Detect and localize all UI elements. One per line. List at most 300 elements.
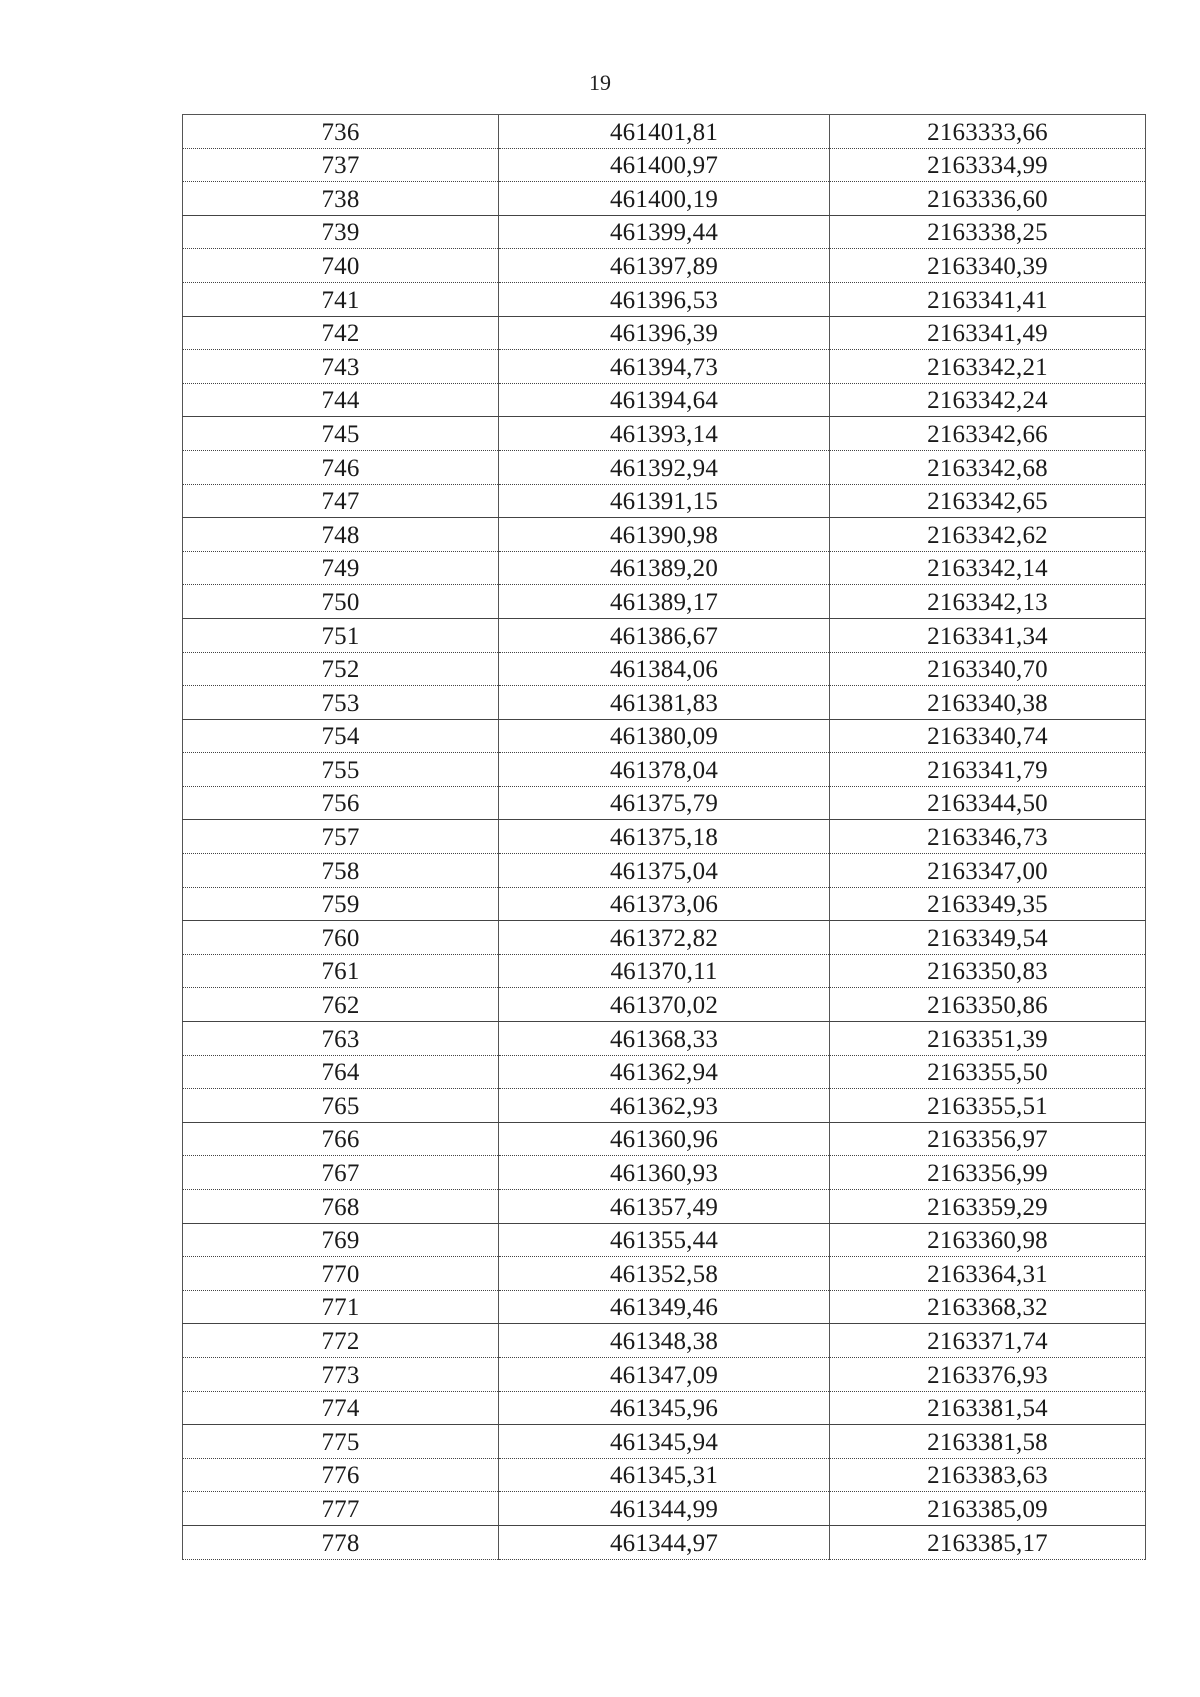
- cell-value: 769: [321, 1227, 360, 1255]
- y-coordinate-cell: [830, 350, 1146, 384]
- y-coordinate-cell: [830, 686, 1146, 720]
- point-number-cell: [183, 1324, 499, 1358]
- cell-value: 461344,97: [609, 1529, 719, 1557]
- x-coordinate-cell: [499, 1391, 830, 1425]
- point-number-cell: [183, 786, 499, 820]
- cell-value: 461348,38: [609, 1327, 719, 1355]
- cell-value: 752: [321, 656, 360, 684]
- cell-value: 743: [321, 353, 360, 381]
- table-row: [183, 1022, 1146, 1056]
- cell-value: 767: [321, 1160, 360, 1187]
- x-coordinate-cell: [499, 518, 830, 552]
- y-coordinate-cell: [830, 249, 1146, 283]
- table-row: [183, 1055, 1146, 1089]
- point-number-cell: [183, 316, 499, 350]
- cell-value: 461355,44: [609, 1227, 719, 1255]
- cell-value: 2163342,68: [927, 454, 1048, 482]
- cell-value: 758: [321, 857, 360, 885]
- table-row: [183, 753, 1146, 787]
- table-row: [183, 551, 1146, 585]
- cell-value: 2163340,74: [927, 723, 1048, 751]
- point-number-cell: [183, 182, 499, 216]
- cell-value: 461375,79: [609, 790, 719, 818]
- cell-value: 461372,82: [609, 924, 719, 952]
- cell-value: 461381,83: [609, 689, 719, 717]
- cell-value: 2163341,49: [927, 320, 1048, 348]
- cell-value: 746: [321, 454, 360, 482]
- cell-value: 461389,20: [609, 555, 719, 583]
- cell-value: 2163349,35: [927, 891, 1048, 919]
- cell-value: 777: [321, 1495, 360, 1523]
- x-coordinate-cell: [499, 1425, 830, 1459]
- table-row: [183, 585, 1146, 619]
- point-number-cell: [183, 854, 499, 888]
- x-coordinate-cell: [499, 1458, 830, 1492]
- x-coordinate-cell: [499, 417, 830, 451]
- y-coordinate-cell: [830, 1290, 1146, 1324]
- y-coordinate-cell: [830, 282, 1146, 316]
- cell-value: 2163342,62: [927, 521, 1048, 549]
- x-coordinate-cell: [499, 1089, 830, 1123]
- point-number-cell: [183, 148, 499, 182]
- cell-value: 2163336,60: [927, 185, 1048, 213]
- x-coordinate-cell: [499, 1190, 830, 1224]
- table-row: [183, 1324, 1146, 1358]
- point-number-cell: [183, 1425, 499, 1459]
- y-coordinate-cell: [830, 1257, 1146, 1291]
- cell-value: 770: [321, 1260, 360, 1288]
- point-number-cell: [183, 115, 499, 149]
- cell-value: 2163341,41: [927, 286, 1048, 314]
- x-coordinate-cell: [499, 1290, 830, 1324]
- cell-value: 461345,31: [609, 1462, 719, 1490]
- point-number-cell: [183, 1458, 499, 1492]
- cell-value: 2163385,17: [927, 1529, 1048, 1557]
- table-row: [183, 1089, 1146, 1123]
- cell-value: 2163349,54: [927, 924, 1048, 952]
- table-row: [183, 954, 1146, 988]
- x-coordinate-cell: [499, 1324, 830, 1358]
- x-coordinate-cell: [499, 148, 830, 182]
- y-coordinate-cell: [830, 1458, 1146, 1492]
- point-number-cell: [183, 249, 499, 283]
- cell-value: 756: [321, 790, 360, 818]
- cell-value: 763: [321, 1025, 360, 1053]
- y-coordinate-cell: [830, 585, 1146, 619]
- cell-value: 2163340,39: [927, 252, 1048, 280]
- cell-value: 461349,46: [609, 1294, 719, 1322]
- y-coordinate-cell: [830, 652, 1146, 686]
- cell-value: 755: [321, 756, 360, 784]
- x-coordinate-cell: [499, 585, 830, 619]
- table-row: [183, 484, 1146, 518]
- cell-value: 461401,81: [609, 118, 719, 146]
- x-coordinate-cell: [499, 1257, 830, 1291]
- x-coordinate-cell: [499, 954, 830, 988]
- y-coordinate-cell: [830, 988, 1146, 1022]
- cell-value: 461397,89: [609, 252, 719, 280]
- cell-value: 2163342,13: [927, 588, 1048, 616]
- point-number-cell: [183, 350, 499, 384]
- cell-value: 765: [321, 1092, 360, 1120]
- cell-value: 461344,99: [609, 1495, 719, 1523]
- point-number-cell: [183, 1055, 499, 1089]
- y-coordinate-cell: [830, 786, 1146, 820]
- cell-value: 461345,96: [609, 1395, 719, 1423]
- cell-value: 2163342,21: [927, 353, 1048, 381]
- cell-value: 771: [321, 1294, 360, 1322]
- cell-value: 2163342,65: [927, 488, 1048, 516]
- cell-value: 461390,98: [609, 521, 719, 549]
- x-coordinate-cell: [499, 282, 830, 316]
- x-coordinate-cell: [499, 1492, 830, 1526]
- cell-value: 461380,09: [609, 723, 719, 751]
- table-row: [183, 182, 1146, 216]
- point-number-cell: [183, 1122, 499, 1156]
- point-number-cell: [183, 1257, 499, 1291]
- point-number-cell: [183, 417, 499, 451]
- y-coordinate-cell: [830, 1156, 1146, 1190]
- y-coordinate-cell: [830, 1425, 1146, 1459]
- cell-value: 760: [321, 924, 360, 952]
- x-coordinate-cell: [499, 1156, 830, 1190]
- y-coordinate-cell: [830, 1190, 1146, 1224]
- cell-value: 461378,04: [609, 756, 719, 784]
- y-coordinate-cell: [830, 1122, 1146, 1156]
- x-coordinate-cell: [499, 753, 830, 787]
- cell-value: 778: [321, 1529, 360, 1557]
- y-coordinate-cell: [830, 921, 1146, 955]
- cell-value: 745: [321, 420, 360, 448]
- x-coordinate-cell: [499, 786, 830, 820]
- y-coordinate-cell: [830, 484, 1146, 518]
- cell-value: 461384,06: [609, 656, 719, 684]
- point-number-cell: [183, 450, 499, 484]
- y-coordinate-cell: [830, 1089, 1146, 1123]
- cell-value: 754: [321, 723, 360, 751]
- table-row: [183, 518, 1146, 552]
- table-row: [183, 820, 1146, 854]
- y-coordinate-cell: [830, 719, 1146, 753]
- cell-value: 461345,94: [609, 1428, 719, 1456]
- cell-value: 773: [321, 1361, 360, 1389]
- table-row: [183, 1156, 1146, 1190]
- cell-value: 461370,11: [610, 958, 718, 986]
- y-coordinate-cell: [830, 215, 1146, 249]
- x-coordinate-cell: [499, 719, 830, 753]
- cell-value: 461357,49: [609, 1193, 719, 1221]
- y-coordinate-cell: [830, 1357, 1146, 1391]
- cell-value: 2163359,29: [927, 1193, 1048, 1221]
- cell-value: 2163347,00: [927, 857, 1048, 885]
- point-number-cell: [183, 1156, 499, 1190]
- cell-value: 461362,94: [609, 1059, 719, 1087]
- cell-value: 753: [321, 689, 360, 717]
- cell-value: 2163350,86: [927, 992, 1048, 1020]
- y-coordinate-cell: [830, 1223, 1146, 1257]
- x-coordinate-cell: [499, 618, 830, 652]
- table-row: [183, 854, 1146, 888]
- point-number-cell: [183, 1290, 499, 1324]
- table-row: [183, 1290, 1146, 1324]
- x-coordinate-cell: [499, 686, 830, 720]
- cell-value: 2163341,79: [927, 756, 1048, 784]
- table-row: [183, 1257, 1146, 1291]
- table-row: [183, 1458, 1146, 1492]
- point-number-cell: [183, 585, 499, 619]
- y-coordinate-cell: [830, 518, 1146, 552]
- table-row: [183, 1492, 1146, 1526]
- x-coordinate-cell: [499, 249, 830, 283]
- cell-value: 747: [321, 488, 360, 516]
- coordinate-table: [182, 114, 1146, 1560]
- x-coordinate-cell: [499, 215, 830, 249]
- cell-value: 2163364,31: [927, 1260, 1048, 1288]
- cell-value: 772: [321, 1327, 360, 1355]
- cell-value: 739: [321, 219, 360, 247]
- cell-value: 461399,44: [609, 219, 719, 247]
- x-coordinate-cell: [499, 1357, 830, 1391]
- table-row: [183, 350, 1146, 384]
- y-coordinate-cell: [830, 1492, 1146, 1526]
- table-row: [183, 887, 1146, 921]
- point-number-cell: [183, 282, 499, 316]
- cell-value: 461373,06: [609, 891, 719, 919]
- cell-value: 461396,39: [609, 320, 719, 348]
- page-number: 19: [589, 70, 611, 95]
- y-coordinate-cell: [830, 551, 1146, 585]
- x-coordinate-cell: [499, 551, 830, 585]
- cell-value: 764: [321, 1059, 360, 1087]
- cell-value: 2163342,24: [927, 387, 1048, 415]
- cell-value: 2163381,58: [927, 1428, 1048, 1456]
- cell-value: 741: [321, 286, 360, 314]
- point-number-cell: [183, 1089, 499, 1123]
- point-number-cell: [183, 719, 499, 753]
- table-row: [183, 1122, 1146, 1156]
- x-coordinate-cell: [499, 921, 830, 955]
- cell-value: 759: [321, 891, 360, 919]
- x-coordinate-cell: [499, 1525, 830, 1559]
- table-row: [183, 652, 1146, 686]
- point-number-cell: [183, 921, 499, 955]
- x-coordinate-cell: [499, 988, 830, 1022]
- point-number-cell: [183, 1492, 499, 1526]
- point-number-cell: [183, 820, 499, 854]
- point-number-cell: [183, 383, 499, 417]
- table-row: [183, 1190, 1146, 1224]
- point-number-cell: [183, 1357, 499, 1391]
- cell-value: 461389,17: [609, 588, 719, 616]
- x-coordinate-cell: [499, 1223, 830, 1257]
- y-coordinate-cell: [830, 1022, 1146, 1056]
- cell-value: 461352,58: [609, 1260, 719, 1288]
- table-row: [183, 148, 1146, 182]
- cell-value: 2163351,39: [927, 1025, 1048, 1053]
- cell-value: 2163355,50: [927, 1059, 1048, 1087]
- coordinate-table-body: [183, 115, 1146, 1560]
- point-number-cell: [183, 686, 499, 720]
- table-row: [183, 988, 1146, 1022]
- x-coordinate-cell: [499, 383, 830, 417]
- table-row: [183, 450, 1146, 484]
- cell-value: 2163381,54: [927, 1395, 1048, 1423]
- cell-value: 2163342,66: [927, 420, 1048, 448]
- cell-value: 461393,14: [609, 420, 719, 448]
- table-row: [183, 1223, 1146, 1257]
- cell-value: 461360,96: [609, 1126, 719, 1154]
- table-row: [183, 383, 1146, 417]
- cell-value: 461375,18: [609, 824, 719, 852]
- table-row: [183, 1425, 1146, 1459]
- cell-value: 774: [321, 1395, 360, 1423]
- cell-value: 2163333,66: [927, 118, 1048, 146]
- x-coordinate-cell: [499, 115, 830, 149]
- point-number-cell: [183, 215, 499, 249]
- cell-value: 2163350,83: [927, 958, 1048, 986]
- point-number-cell: [183, 618, 499, 652]
- cell-value: 2163344,50: [927, 790, 1048, 818]
- y-coordinate-cell: [830, 115, 1146, 149]
- y-coordinate-cell: [830, 316, 1146, 350]
- y-coordinate-cell: [830, 1324, 1146, 1358]
- x-coordinate-cell: [499, 887, 830, 921]
- cell-value: 461368,33: [609, 1025, 719, 1053]
- cell-value: 2163334,99: [927, 152, 1048, 180]
- cell-value: 2163340,38: [927, 689, 1048, 717]
- cell-value: 766: [321, 1126, 360, 1154]
- cell-value: 737: [321, 152, 360, 180]
- cell-value: 742: [321, 320, 360, 348]
- y-coordinate-cell: [830, 450, 1146, 484]
- y-coordinate-cell: [830, 618, 1146, 652]
- cell-value: 2163371,74: [927, 1327, 1048, 1355]
- point-number-cell: [183, 887, 499, 921]
- point-number-cell: [183, 484, 499, 518]
- cell-value: 461360,93: [609, 1160, 719, 1187]
- x-coordinate-cell: [499, 182, 830, 216]
- cell-value: 740: [321, 252, 360, 280]
- point-number-cell: [183, 518, 499, 552]
- cell-value: 461400,97: [609, 152, 719, 180]
- table-row: [183, 618, 1146, 652]
- cell-value: 749: [321, 555, 360, 583]
- cell-value: 776: [321, 1462, 360, 1490]
- cell-value: 2163356,97: [927, 1126, 1048, 1154]
- point-number-cell: [183, 753, 499, 787]
- cell-value: 2163346,73: [927, 824, 1048, 852]
- cell-value: 461392,94: [609, 454, 719, 482]
- cell-value: 461347,09: [609, 1361, 719, 1389]
- y-coordinate-cell: [830, 1525, 1146, 1559]
- cell-value: 2163356,99: [927, 1160, 1048, 1187]
- x-coordinate-cell: [499, 1022, 830, 1056]
- cell-value: 736: [321, 118, 360, 146]
- cell-value: 2163341,34: [927, 622, 1048, 650]
- cell-value: 461394,64: [609, 387, 719, 415]
- cell-value: 762: [321, 992, 360, 1020]
- cell-value: 461370,02: [609, 992, 719, 1020]
- y-coordinate-cell: [830, 417, 1146, 451]
- y-coordinate-cell: [830, 383, 1146, 417]
- cell-value: 2163385,09: [927, 1495, 1048, 1523]
- table-row: [183, 686, 1146, 720]
- cell-value: 2163355,51: [927, 1092, 1048, 1120]
- cell-value: 2163376,93: [927, 1361, 1048, 1389]
- cell-value: 461391,15: [609, 488, 719, 516]
- cell-value: 2163360,98: [927, 1227, 1048, 1255]
- table-row: [183, 1525, 1146, 1559]
- y-coordinate-cell: [830, 887, 1146, 921]
- table-row: [183, 719, 1146, 753]
- point-number-cell: [183, 652, 499, 686]
- table-row: [183, 921, 1146, 955]
- y-coordinate-cell: [830, 148, 1146, 182]
- cell-value: 761: [321, 958, 360, 986]
- y-coordinate-cell: [830, 854, 1146, 888]
- cell-value: 461394,73: [609, 353, 719, 381]
- cell-value: 744: [321, 387, 360, 415]
- point-number-cell: [183, 1391, 499, 1425]
- cell-value: 2163338,25: [927, 219, 1048, 247]
- cell-value: 2163340,70: [927, 656, 1048, 684]
- cell-value: 738: [321, 185, 360, 213]
- table-row: [183, 786, 1146, 820]
- table-row: [183, 316, 1146, 350]
- cell-value: 2163383,63: [927, 1462, 1048, 1490]
- table-row: [183, 1391, 1146, 1425]
- y-coordinate-cell: [830, 954, 1146, 988]
- point-number-cell: [183, 1525, 499, 1559]
- cell-value: 461396,53: [609, 286, 719, 314]
- cell-value: 2163342,14: [927, 555, 1048, 583]
- x-coordinate-cell: [499, 1055, 830, 1089]
- point-number-cell: [183, 1022, 499, 1056]
- cell-value: 461362,93: [609, 1092, 719, 1120]
- cell-value: 757: [321, 824, 360, 852]
- x-coordinate-cell: [499, 652, 830, 686]
- cell-value: 750: [321, 588, 360, 616]
- y-coordinate-cell: [830, 1391, 1146, 1425]
- table-row: [183, 417, 1146, 451]
- cell-value: 775: [321, 1428, 360, 1456]
- x-coordinate-cell: [499, 316, 830, 350]
- cell-value: 461375,04: [609, 857, 719, 885]
- point-number-cell: [183, 954, 499, 988]
- cell-value: 461386,67: [609, 622, 719, 650]
- y-coordinate-cell: [830, 182, 1146, 216]
- cell-value: 748: [321, 521, 360, 549]
- cell-value: 461400,19: [609, 185, 719, 213]
- x-coordinate-cell: [499, 450, 830, 484]
- x-coordinate-cell: [499, 1122, 830, 1156]
- x-coordinate-cell: [499, 820, 830, 854]
- y-coordinate-cell: [830, 753, 1146, 787]
- x-coordinate-cell: [499, 854, 830, 888]
- y-coordinate-cell: [830, 1055, 1146, 1089]
- table-row: [183, 1357, 1146, 1391]
- table-row: [183, 115, 1146, 149]
- cell-value: 768: [321, 1193, 360, 1221]
- table-row: [183, 249, 1146, 283]
- point-number-cell: [183, 988, 499, 1022]
- table-row: [183, 282, 1146, 316]
- x-coordinate-cell: [499, 350, 830, 384]
- point-number-cell: [183, 1223, 499, 1257]
- point-number-cell: [183, 551, 499, 585]
- cell-value: 751: [321, 622, 360, 650]
- x-coordinate-cell: [499, 484, 830, 518]
